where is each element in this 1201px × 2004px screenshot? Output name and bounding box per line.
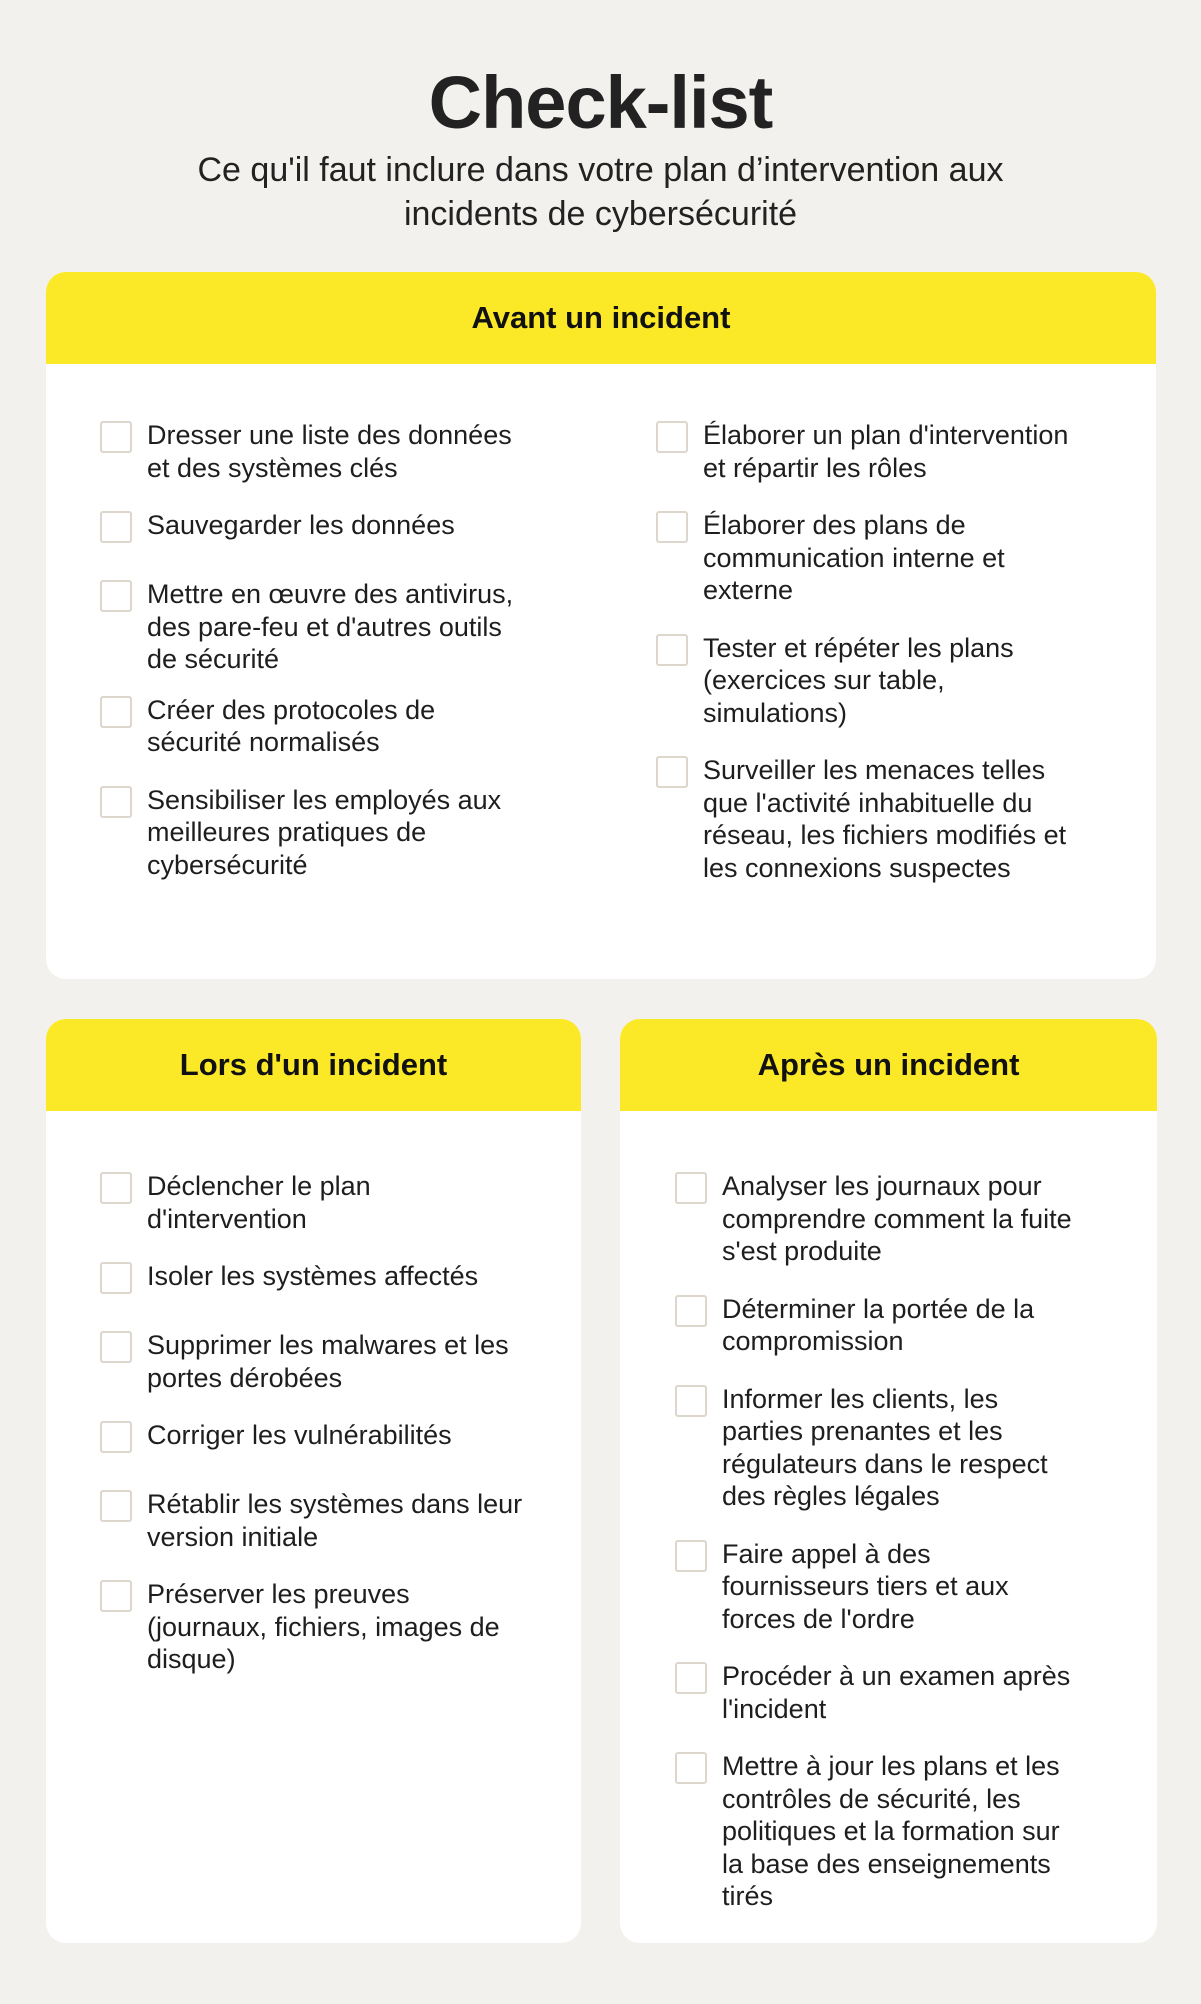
checklist-item[interactable] xyxy=(100,1578,530,1676)
checklist-item-label: Procéder à un examen après l'incident xyxy=(722,1661,1071,1724)
checklist-item[interactable] xyxy=(656,509,1076,607)
checklist-item[interactable] xyxy=(100,1260,530,1294)
checklist-item-label: Dresser une liste des données et des systèmes clés xyxy=(147,420,512,483)
card-heading: Avant un incident xyxy=(46,272,1156,364)
checklist-item-label: Déclencher le plan d'intervention xyxy=(147,1171,371,1234)
checklist-item[interactable] xyxy=(100,694,520,759)
checkbox-icon[interactable] xyxy=(100,421,132,453)
checklist-column-left xyxy=(100,419,520,881)
checklist-item[interactable] xyxy=(656,754,1076,884)
checklist-item-label: Préserver les preuves (journaux, fichiers, images de disque) xyxy=(147,1579,500,1674)
checklist-item[interactable] xyxy=(656,632,1076,730)
checkbox-icon[interactable] xyxy=(100,511,132,543)
checklist-item-label: Rétablir les systèmes dans leur version initiale xyxy=(147,1489,523,1552)
checklist-item[interactable] xyxy=(675,1750,1085,1913)
checkbox-icon[interactable] xyxy=(100,1331,132,1363)
checkbox-icon[interactable] xyxy=(656,756,688,788)
checklist-item[interactable] xyxy=(100,1329,530,1394)
checkbox-icon[interactable] xyxy=(100,786,132,818)
checklist-column xyxy=(675,1170,1085,1913)
checklist-column xyxy=(100,1170,530,1676)
checklist-item[interactable] xyxy=(675,1538,1085,1636)
checklist-item[interactable] xyxy=(675,1170,1085,1268)
card-heading: Lors d'un incident xyxy=(46,1019,581,1111)
card-before-incident xyxy=(46,272,1156,979)
checklist-item-label: Élaborer des plans de communication interne et externe xyxy=(703,510,1005,605)
checklist-item[interactable] xyxy=(100,578,520,676)
checklist-item-label: Mettre à jour les plans et les contrôles de sécurité, les politiques et la formation sur la base des enseignements tirés xyxy=(722,1751,1060,1911)
checklist-item[interactable] xyxy=(100,1170,530,1235)
card-during-incident xyxy=(46,1019,581,1943)
checklist-item[interactable] xyxy=(675,1293,1085,1358)
checklist-item-label: Surveiller les menaces telles que l'activité inhabituelle du réseau, les fichiers modifiés et les connexions suspectes xyxy=(703,755,1067,883)
checklist-item[interactable] xyxy=(656,419,1076,484)
checklist-item[interactable] xyxy=(100,1488,530,1553)
checkbox-icon[interactable] xyxy=(100,1580,132,1612)
checkbox-icon[interactable] xyxy=(656,421,688,453)
card-heading: Après un incident xyxy=(620,1019,1157,1111)
checklist-item-label: Supprimer les malwares et les portes dérobées xyxy=(147,1330,509,1393)
checkbox-icon[interactable] xyxy=(100,580,132,612)
checkbox-icon[interactable] xyxy=(100,1172,132,1204)
checkbox-icon[interactable] xyxy=(675,1295,707,1327)
page-title: Check-list xyxy=(428,61,773,144)
checkbox-icon[interactable] xyxy=(656,511,688,543)
checklist-item[interactable] xyxy=(100,1419,530,1453)
checkbox-icon[interactable] xyxy=(100,696,132,728)
card-after-incident xyxy=(620,1019,1157,1943)
checklist-item-label: Isoler les systèmes affectés xyxy=(147,1261,479,1291)
checklist-item-label: Faire appel à des fournisseurs tiers et aux forces de l'ordre xyxy=(722,1538,1009,1634)
checklist-item[interactable] xyxy=(675,1660,1085,1725)
checkbox-icon[interactable] xyxy=(656,634,688,666)
checklist-item[interactable] xyxy=(100,784,520,882)
page-subtitle: Ce qu'il faut inclure dans votre plan d’intervention aux incidents de cybersécurité xyxy=(197,151,1004,233)
checklist-item[interactable] xyxy=(675,1383,1085,1513)
checklist-item-label: Sensibiliser les employés aux meilleures pratiques de cybersécurité xyxy=(147,784,502,880)
checklist-column-right xyxy=(656,419,1076,884)
checklist-item-label: Créer des protocoles de sécurité normalisés xyxy=(147,694,436,757)
checklist-item-label: Informer les clients, les parties prenantes et les régulateurs dans le respect des règles légales xyxy=(722,1383,1048,1511)
checklist-item-label: Déterminer la portée de la compromission xyxy=(722,1293,1035,1356)
checklist-item[interactable] xyxy=(100,509,520,543)
checklist-item-label: Sauvegarder les données xyxy=(147,510,455,540)
checkbox-icon[interactable] xyxy=(675,1662,707,1694)
checklist-item-label: Tester et répéter les plans (exercices sur table, simulations) xyxy=(703,632,1014,728)
checklist-item-label: Analyser les journaux pour comprendre comment la fuite s'est produite xyxy=(722,1171,1072,1266)
checkbox-icon[interactable] xyxy=(100,1421,132,1453)
checklist-item-label: Mettre en œuvre des antivirus, des pare-feu et d'autres outils de sécurité xyxy=(147,579,514,674)
checkbox-icon[interactable] xyxy=(675,1752,707,1784)
checklist-item[interactable] xyxy=(100,419,520,484)
checklist-item-label: Élaborer un plan d'intervention et répartir les rôles xyxy=(703,420,1069,483)
checkbox-icon[interactable] xyxy=(675,1172,707,1204)
checkbox-icon[interactable] xyxy=(675,1540,707,1572)
checkbox-icon[interactable] xyxy=(100,1490,132,1522)
checkbox-icon[interactable] xyxy=(675,1385,707,1417)
checkbox-icon[interactable] xyxy=(100,1262,132,1294)
checklist-item-label: Corriger les vulnérabilités xyxy=(147,1420,452,1450)
